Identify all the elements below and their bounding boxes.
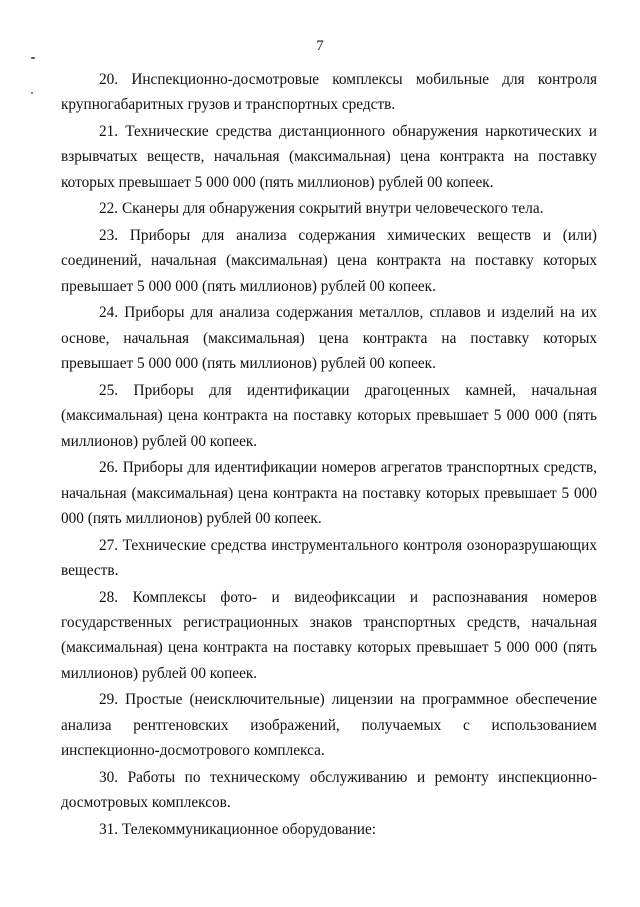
list-item-30: 30. Работы по техническому обслуживанию и ремонту инспекционно-досмотровых комплексов. — [61, 768, 597, 812]
scan-artifact-mark — [31, 92, 33, 94]
list-item-27: 27. Технические средства инструментального контроля озоноразрушающих веществ. — [61, 536, 597, 580]
list-item-25: 25. Приборы для идентификации драгоценных камней, начальная (максимальная) цена контракта на поставку которых превышает 5 000 000 (пять миллионов) рублей 00 копеек. — [61, 381, 597, 450]
list-item-29: 29. Простые (неисключительные) лицензии на программное обеспечение анализа рентгеновских изображений, получаемых с использованием инспекционно-досмотрового комплекса. — [61, 691, 597, 760]
page-number: 7 — [316, 38, 324, 54]
list-item-22: 22. Сканеры для обнаружения сокрытий внутри человеческого тела. — [99, 200, 544, 218]
scan-artifact-mark — [31, 57, 35, 59]
list-item-26: 26. Приборы для идентификации номеров агрегатов транспортных средств, начальная (максимальная) цена контракта на поставку которых превышает 5 000 000 (пять миллионов) рублей 00 копеек. — [61, 459, 597, 528]
document-body — [61, 67, 597, 843]
list-item-28: 28. Комплексы фото- и видеофиксации и распознавания номеров государственных регистрационных знаков транспортных средств, начальная (максимальная) цена контракта на поставку которых превышает 5 000 000 (пять миллионов) рублей 00 копеек. — [61, 588, 597, 682]
list-item-24: 24. Приборы для анализа содержания металлов, сплавов и изделий на их основе, начальная (максимальная) цена контракта на поставку которых превышает 5 000 000 (пять миллионов) рублей 00 копеек. — [61, 304, 597, 373]
list-item-23: 23. Приборы для анализа содержания химических веществ и (или) соединений, начальная (максимальная) цена контракта на поставку которых превышает 5 000 000 (пять миллионов) рублей 00 копеек. — [61, 227, 597, 295]
list-item-31: 31. Телекоммуникационное оборудование: — [99, 820, 377, 838]
list-item-21: 21. Технические средства дистанционного обнаружения наркотических и взрывчатых веществ, начальная (максимальная) цена контракта на поставку которых превышает 5 000 000 (пять миллионов) рублей 00 копеек. — [61, 123, 597, 191]
list-item-20: 20. Инспекционно-досмотровые комплексы мобильные для контроля крупногабаритных грузов и транспортных средств. — [61, 71, 597, 114]
